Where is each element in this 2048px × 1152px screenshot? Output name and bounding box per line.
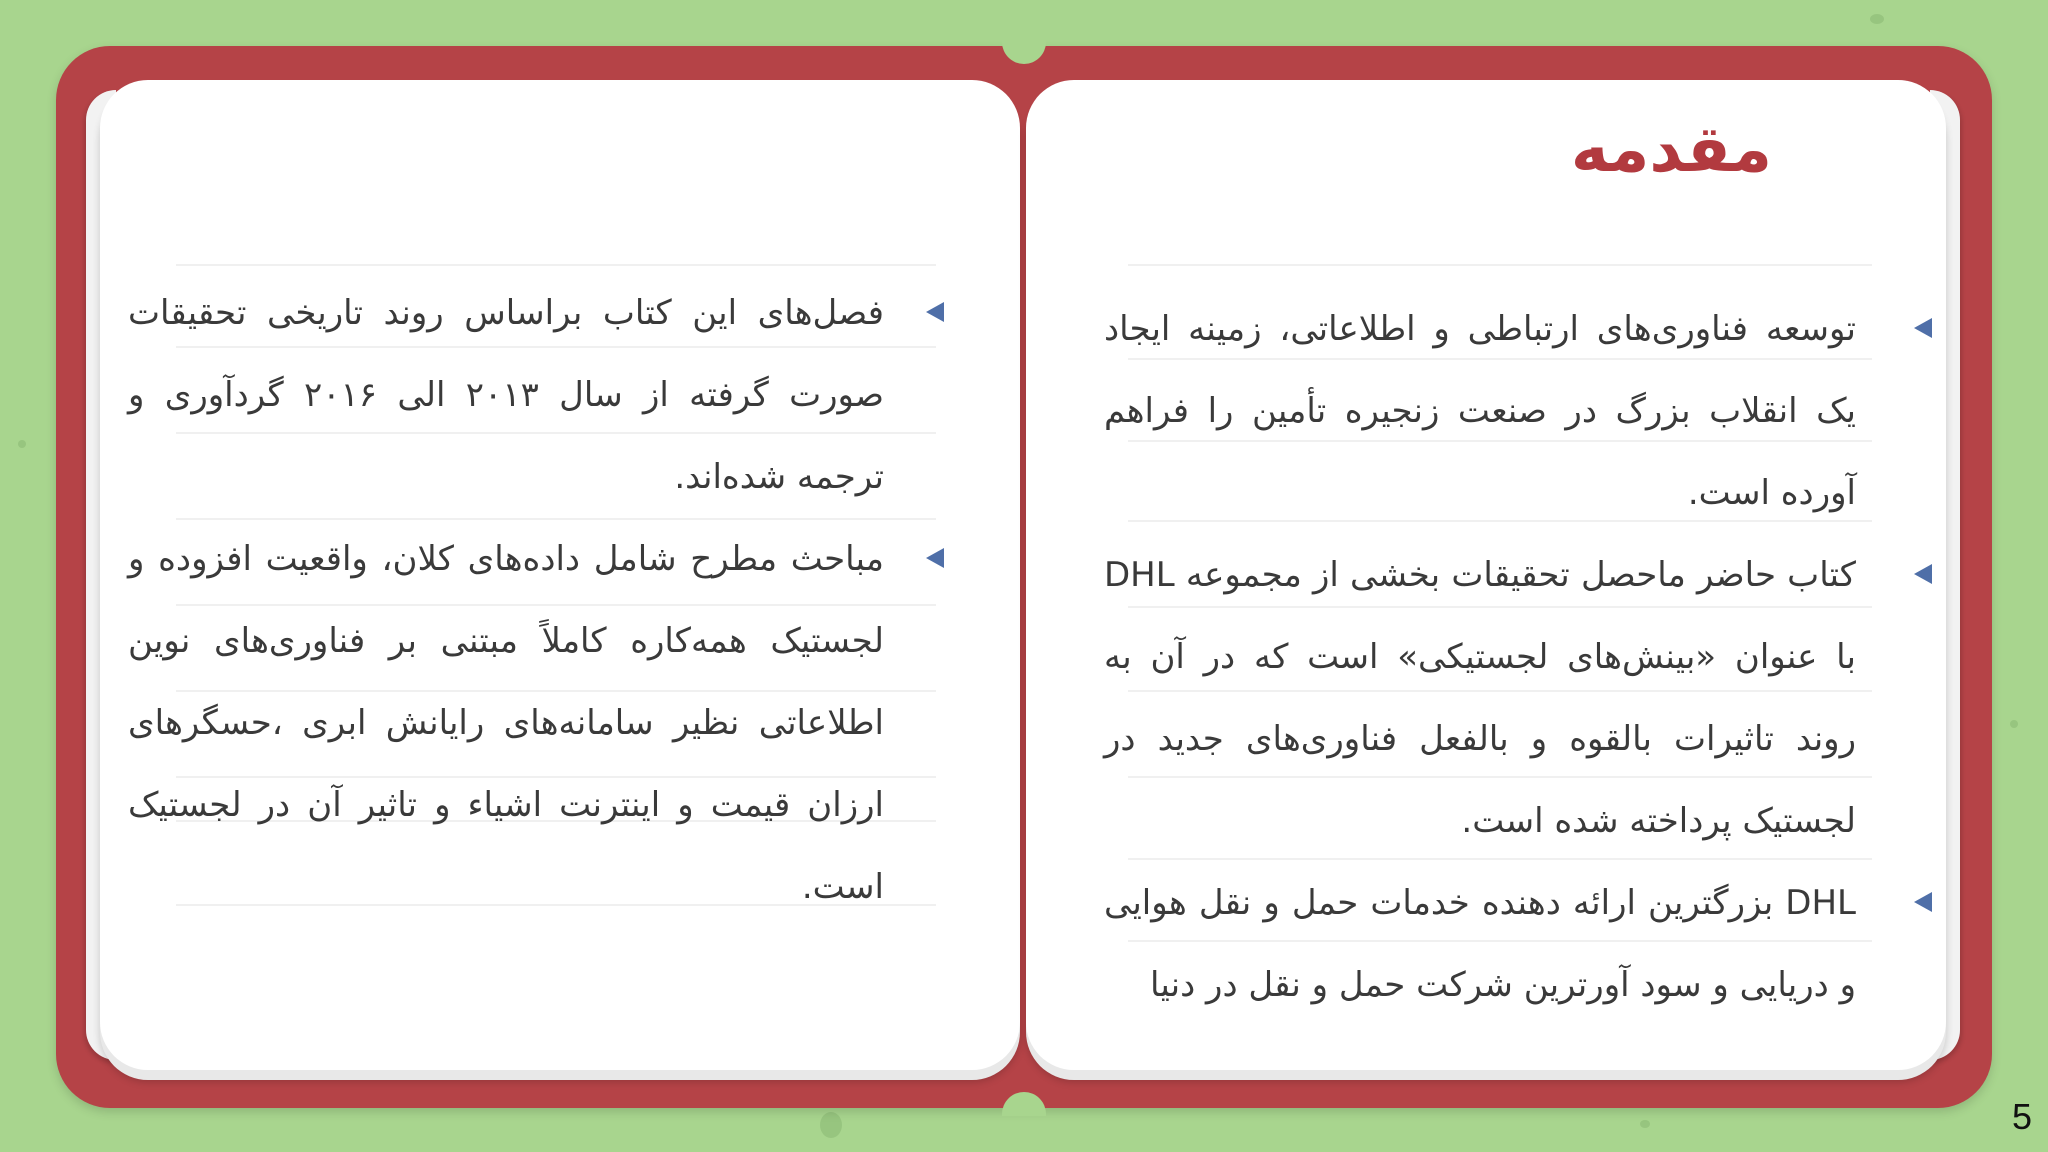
bullet-triangle-icon bbox=[1914, 892, 1932, 912]
bullet-text: فصل‌های این کتاب براساس روند تاریخی تحقیقات صورت گرفته از سال ۲۰۱۳ الی ۲۰۱۶ گردآوری و ترجمه شده‌اند. bbox=[128, 293, 884, 497]
list-item bbox=[1104, 862, 1856, 1026]
background-speck bbox=[1640, 1120, 1650, 1128]
list-item bbox=[128, 518, 884, 928]
list-item bbox=[128, 272, 884, 518]
background-speck bbox=[2010, 720, 2018, 728]
bullet-text: توسعه فناوری‌های ارتباطی و اطلاعاتی، زمینه ایجاد یک انقلاب بزرگ در صنعت زنجیره تأمین را فراهم آورده است. bbox=[1104, 309, 1856, 513]
bullet-triangle-icon bbox=[1914, 564, 1932, 584]
bullet-text: DHL بزرگترین ارائه دهنده خدمات حمل و نقل هوایی و دریایی و سود آورترین شرکت حمل و نقل در دنیا bbox=[1104, 883, 1856, 1005]
right-page-bullet-list bbox=[1104, 288, 1856, 1026]
bullet-triangle-icon bbox=[926, 302, 944, 322]
bullet-text: مباحث مطرح شامل داده‌های کلان، واقعیت افزوده و لجستیک همه‌کاره کاملاً مبتنی بر فناوری‌های نوین اطلاعاتی نظیر سامانه‌های رایانش ابری ،حسگرهای ارزان قیمت و اینترنت اشیاء و تاثیر آن در لجستیک است. bbox=[128, 539, 884, 907]
bullet-triangle-icon bbox=[926, 548, 944, 568]
bullet-text: کتاب حاضر ماحصل تحقیقات بخشی از مجموعه DHL با عنوان «بینش‌های لجستیکی» است که در آن به روند تاثیرات بالقوه و بالفعل فناوری‌های جدید در لجستیک پرداخته شده است. bbox=[1104, 555, 1856, 841]
left-page-bullet-list bbox=[128, 272, 884, 928]
background-speck bbox=[18, 440, 26, 448]
ruled-line bbox=[1128, 264, 1872, 266]
list-item bbox=[1104, 288, 1856, 534]
ruled-line bbox=[176, 264, 936, 266]
slide-title: مقدمه bbox=[1570, 113, 1772, 187]
slide-page-number: 5 bbox=[2011, 1096, 2032, 1137]
background-speck bbox=[820, 1112, 842, 1138]
background-speck bbox=[1870, 14, 1884, 24]
bullet-triangle-icon bbox=[1914, 318, 1932, 338]
list-item bbox=[1104, 534, 1856, 862]
